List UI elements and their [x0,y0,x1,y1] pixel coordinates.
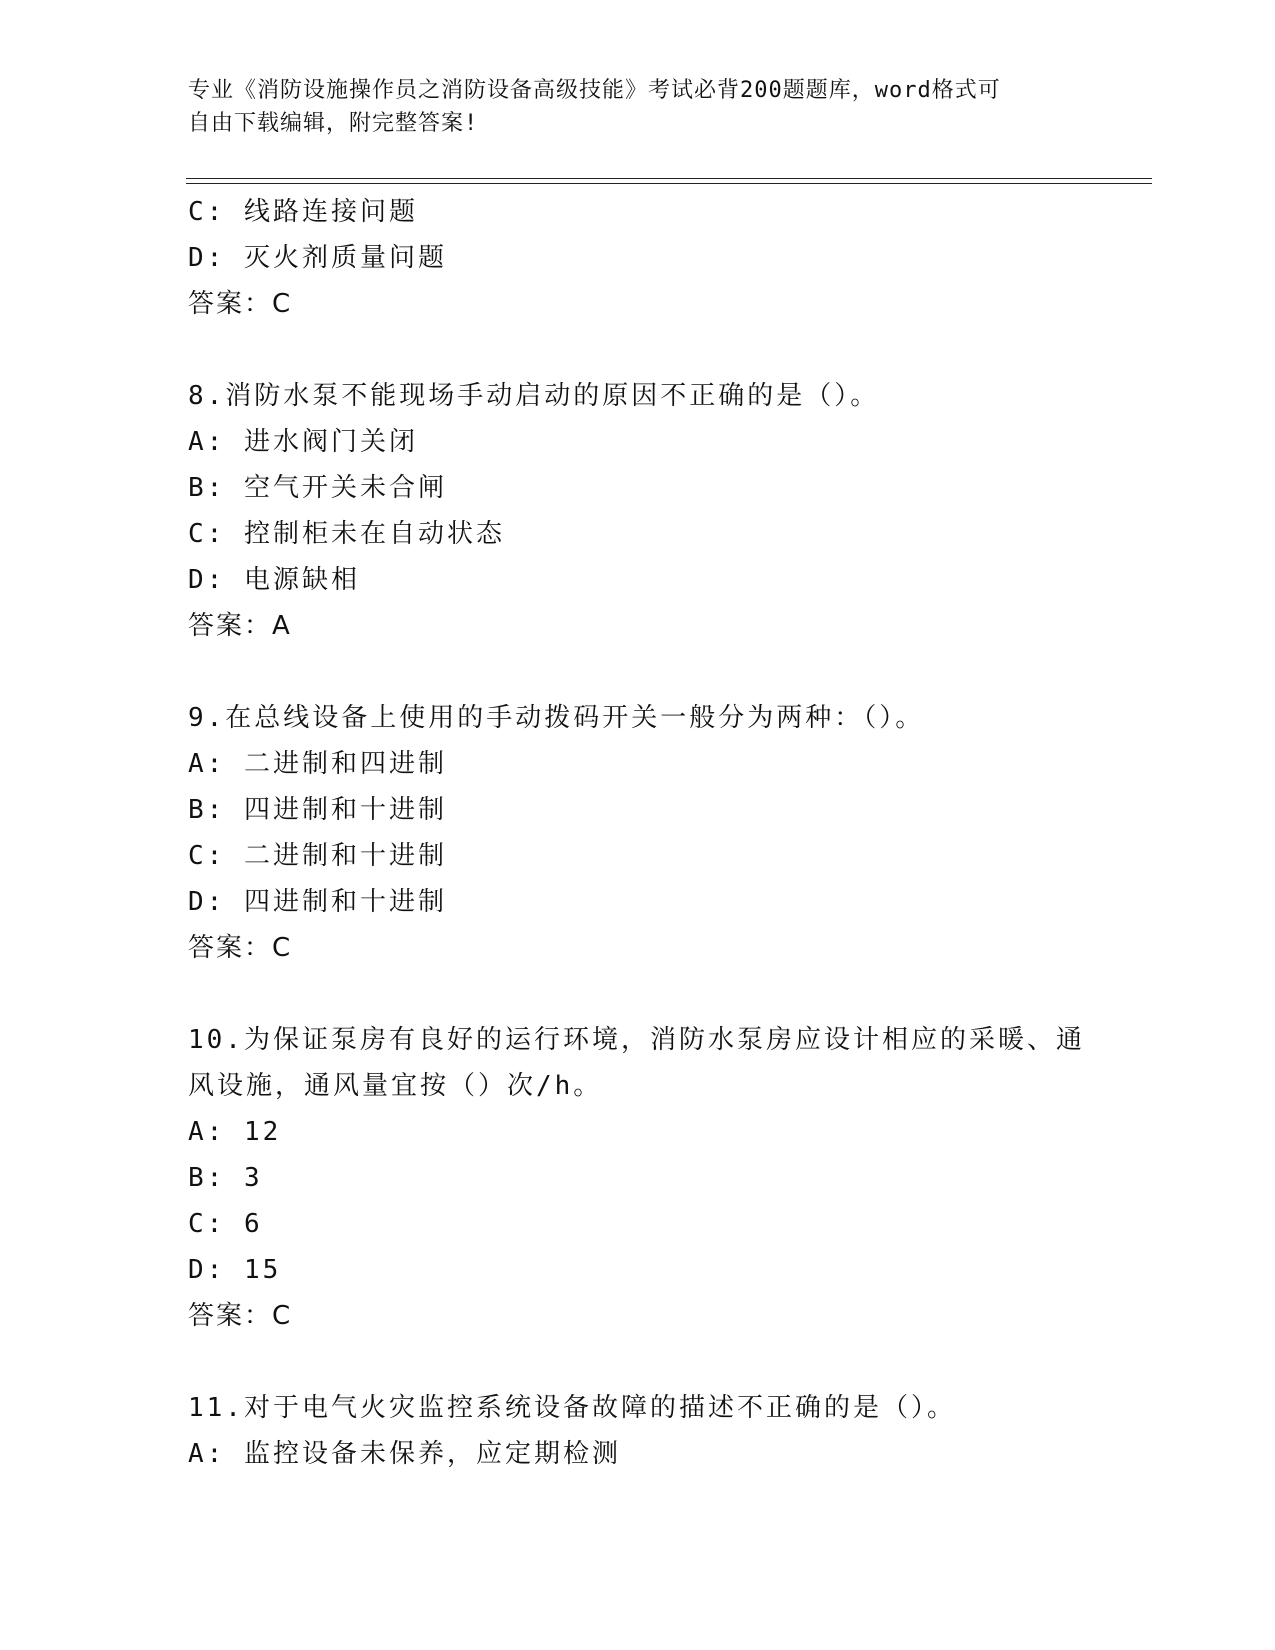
option-a: A: 二进制和四进制 [188,749,447,779]
option-b: B: 四进制和十进制 [188,795,447,825]
question-8 [188,373,1088,649]
answer: 答案：A [188,611,292,641]
header-line-1: 专业《消防设施操作员之消防设备高级技能》考试必背200题题库，word格式可 [188,78,1001,103]
question-stem-line-2: 风设施，通风量宜按（）次/h。 [188,1071,603,1101]
option-a: A: 12 [188,1117,282,1147]
option-c: C: 二进制和十进制 [188,841,447,871]
question-7 [188,189,1088,327]
answer: 答案：C [188,1301,293,1331]
option-b: B: 3 [188,1163,263,1193]
document-header [188,74,1088,140]
answer: 答案：C [188,289,293,319]
option-b: B: 空气开关未合闸 [188,473,447,503]
question-list [188,189,1088,1477]
option-d: D: 四进制和十进制 [188,887,447,917]
header-divider-top [186,178,1152,179]
option-c: C: 线路连接问题 [188,197,418,227]
option-c: C: 控制柜未在自动状态 [188,519,505,549]
question-10 [188,1017,1088,1339]
question-stem: 8.消防水泵不能现场手动启动的原因不正确的是（）。 [188,381,880,411]
question-stem: 9.在总线设备上使用的手动拨码开关一般分为两种：（）。 [188,703,925,733]
option-c: C: 6 [188,1209,263,1239]
question-9 [188,695,1088,971]
question-stem-line-1: 10.为保证泵房有良好的运行环境，消防水泵房应设计相应的采暖、通 [188,1025,1085,1055]
option-d: D: 灭火剂质量问题 [188,243,447,273]
header-line-2: 自由下载编辑，附完整答案! [188,111,479,136]
option-a: A: 监控设备未保养，应定期检测 [188,1439,621,1469]
question-stem: 11.对于电气火灾监控系统设备故障的描述不正确的是（）。 [188,1393,956,1423]
answer: 答案：C [188,933,293,963]
option-d: D: 电源缺相 [188,565,360,595]
option-a: A: 进水阀门关闭 [188,427,418,457]
question-11 [188,1385,1088,1477]
option-d: D: 15 [188,1255,282,1285]
header-divider-bottom [186,183,1152,184]
